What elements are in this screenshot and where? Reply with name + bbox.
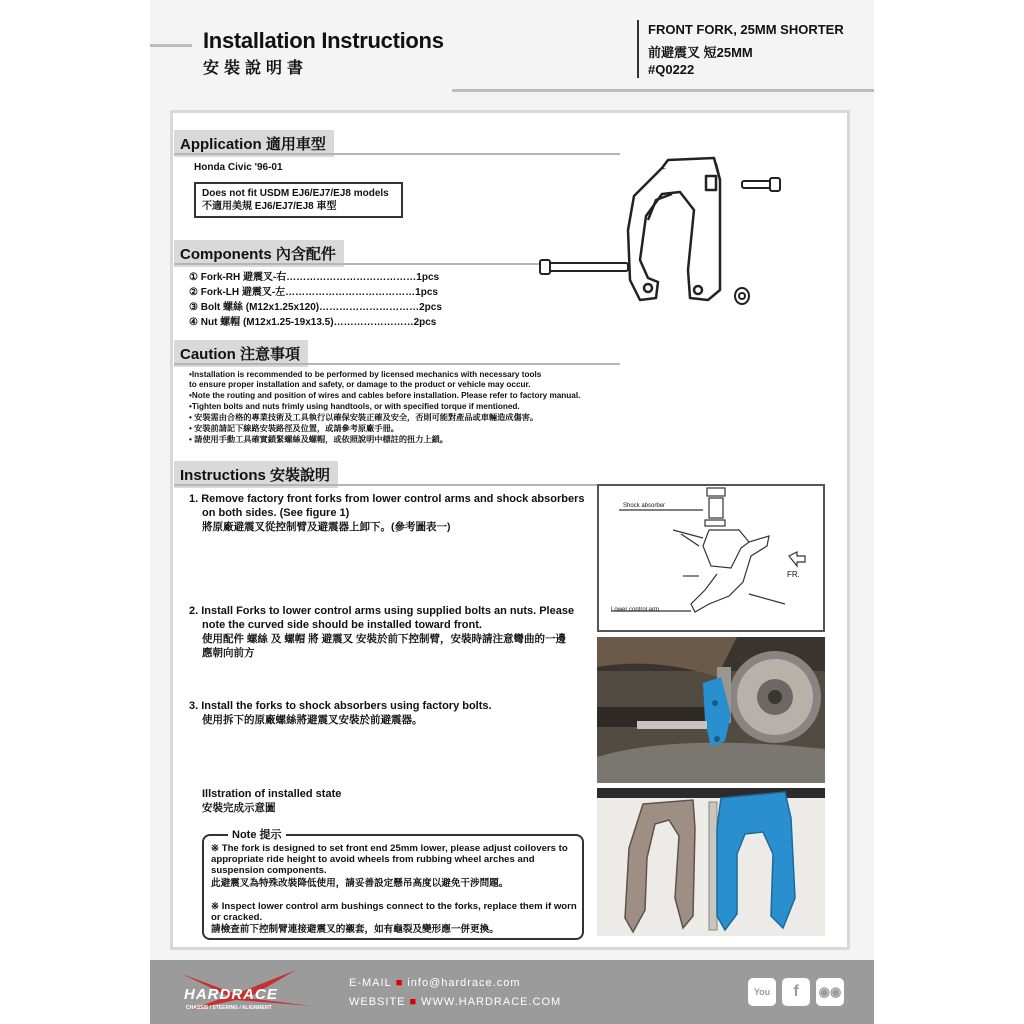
illustration-caption: Illstration of installed state: [202, 788, 342, 800]
facebook-icon[interactable]: f: [782, 978, 810, 1006]
product-name: FRONT FORK, 25MM SHORTER: [648, 22, 844, 37]
fork-illustration: [628, 158, 720, 300]
component-item: ④ Nut 螺帽 (M12x1.25-19x13.5)……………………2pcs: [189, 317, 437, 328]
application-heading: Application 適用車型: [174, 130, 334, 157]
component-item: ③ Bolt 螺絲 (M12x1.25x120)…………………………2pcs: [189, 302, 442, 313]
fitment-warning-box: [194, 182, 403, 218]
instruction-step-1: [189, 492, 589, 534]
page-title-zh: 安裝說明書: [203, 60, 309, 77]
nut-illustration: [735, 288, 749, 304]
email-link[interactable]: info@hardrace.com: [407, 977, 521, 989]
step-text: 2. Install Forks to lower control arms using supplied bolts an nuts. Please: [189, 605, 575, 617]
caution-line: • 安裝前請記下線路安裝路徑及位置，或請參考原廠手冊。: [189, 424, 399, 433]
product-name-zh: 前避震叉 短25MM: [648, 45, 753, 60]
caution-heading: Caution 注意事項: [174, 340, 308, 367]
instructions-underline: [174, 484, 620, 486]
forks-comparison-photo: [597, 788, 825, 936]
caution-underline: [174, 363, 620, 365]
figure-1: [597, 484, 825, 632]
youtube-icon[interactable]: You: [748, 978, 776, 1006]
step-text: 1. Remove factory front forks from lower control arms and shock absorbers: [189, 493, 585, 505]
header-divider: [637, 20, 639, 78]
instruction-step-2: [189, 604, 589, 660]
step-text-zh: 應朝向前方: [202, 647, 255, 659]
note-paragraph-2-zh: 請檢查前下控制臂連接避震叉的襯套，如有龜裂及變形應一併更換。: [211, 924, 499, 935]
component-item: ② Fork-LH 避震叉-左…………………………………1pcs: [189, 287, 438, 298]
instruction-step-3: [189, 699, 589, 727]
figure-label-shock: Shock absorber: [623, 503, 666, 509]
website-label: WEBSITE: [349, 996, 406, 1008]
step-text: note the curved side should be installed toward front.: [202, 619, 482, 631]
page-title: Installation Instructions: [203, 28, 444, 53]
illustration-caption-zh: 安裝完成示意圖: [202, 802, 276, 814]
email-label: E-MAIL: [349, 977, 392, 989]
caution-line: • 安裝需由合格的專業技術及工具執行以確保安裝正確及安全，否則可能對產品或車輛造成傷害。: [189, 413, 539, 422]
installation-photo: [597, 637, 825, 783]
caution-line: •Installation is recommended to be performed by licensed mechanics with necessary tools: [189, 370, 542, 379]
caution-line: to ensure proper installation and safety, or damage to the product or vehicle may occur.: [189, 380, 531, 389]
note-paragraph-2: ※ Inspect lower control arm bushings connect to the forks, replace them if worn or cracked.: [211, 901, 577, 923]
fitment-warning-en: Does not fit USDM EJ6/EJ7/EJ8 models: [202, 188, 389, 199]
caution-line: • 請使用手動工具確實鎖緊螺絲及螺帽，或依照說明中標註的扭力上鎖。: [189, 435, 448, 444]
figure-label-arm: Lower control arm: [611, 607, 660, 613]
hardrace-logo: [176, 966, 318, 1012]
header-rule-left: [150, 44, 192, 47]
step-text-zh: 使用配件 螺絲 及 螺帽 將 避震叉 安裝於前下控制臂，安裝時請注意彎曲的一邊: [202, 633, 567, 645]
step-text: on both sides. (See figure 1): [202, 507, 350, 519]
contact-email: [349, 977, 521, 989]
components-illustration: [530, 150, 790, 320]
step-text-zh: 使用拆下的原廠螺絲將避震叉安裝於前避震器。: [202, 714, 423, 726]
website-link[interactable]: WWW.HARDRACE.COM: [421, 996, 562, 1008]
instructions-heading: Instructions 安裝說明: [174, 461, 338, 488]
forks-comparison-art: [597, 788, 825, 936]
component-item: ① Fork-RH 避震叉-右…………………………………1pcs: [189, 272, 440, 283]
svg-text:HARDRACE: HARDRACE: [184, 986, 278, 1003]
vehicle-fitment: Honda Civic '96-01: [194, 162, 283, 173]
note-label: Note 提示: [228, 826, 286, 842]
installation-photo-art: [597, 637, 825, 783]
part-number: #Q0222: [648, 62, 695, 77]
figure-1-diagram: [599, 486, 823, 630]
svg-text:CHASSIS / STEERING / ALIGNMENT: CHASSIS / STEERING / ALIGNMENT: [186, 1005, 272, 1011]
caution-line: •Tighten bolts and nuts frimly using handtools, or with specified torque if mentioned.: [189, 402, 520, 411]
separator-dot: ■: [409, 996, 418, 1008]
step-text-zh: 將原廠避震叉從控制臂及避震器上卸下。(參考圖表一): [202, 521, 451, 533]
fitment-warning-zh: 不適用美規 EJ6/EJ7/EJ8 車型: [202, 201, 337, 212]
contact-website: [349, 996, 561, 1008]
separator-dot: ■: [395, 977, 404, 989]
header-rule-right: [452, 89, 874, 92]
note-paragraph-1-zh: 此避震叉為特殊改裝降低使用，請妥善設定懸吊高度以避免干涉問題。: [211, 878, 509, 889]
note-paragraph-1: ※ The fork is designed to set front end 25mm lower, please adjust coilovers to appropriate ride height to avoid wheels from rubbing wheel arches and suspension components.: [211, 843, 568, 876]
components-heading: Components 內含配件: [174, 240, 344, 267]
step-text: 3. Install the forks to shock absorbers using factory bolts.: [189, 700, 492, 712]
caution-line: •Note the routing and position of wires and cables before installation. Please refer to factory manual.: [189, 391, 581, 400]
wechat-icon[interactable]: ◉◉: [816, 978, 844, 1006]
figure-label-front: FR.: [787, 570, 800, 579]
